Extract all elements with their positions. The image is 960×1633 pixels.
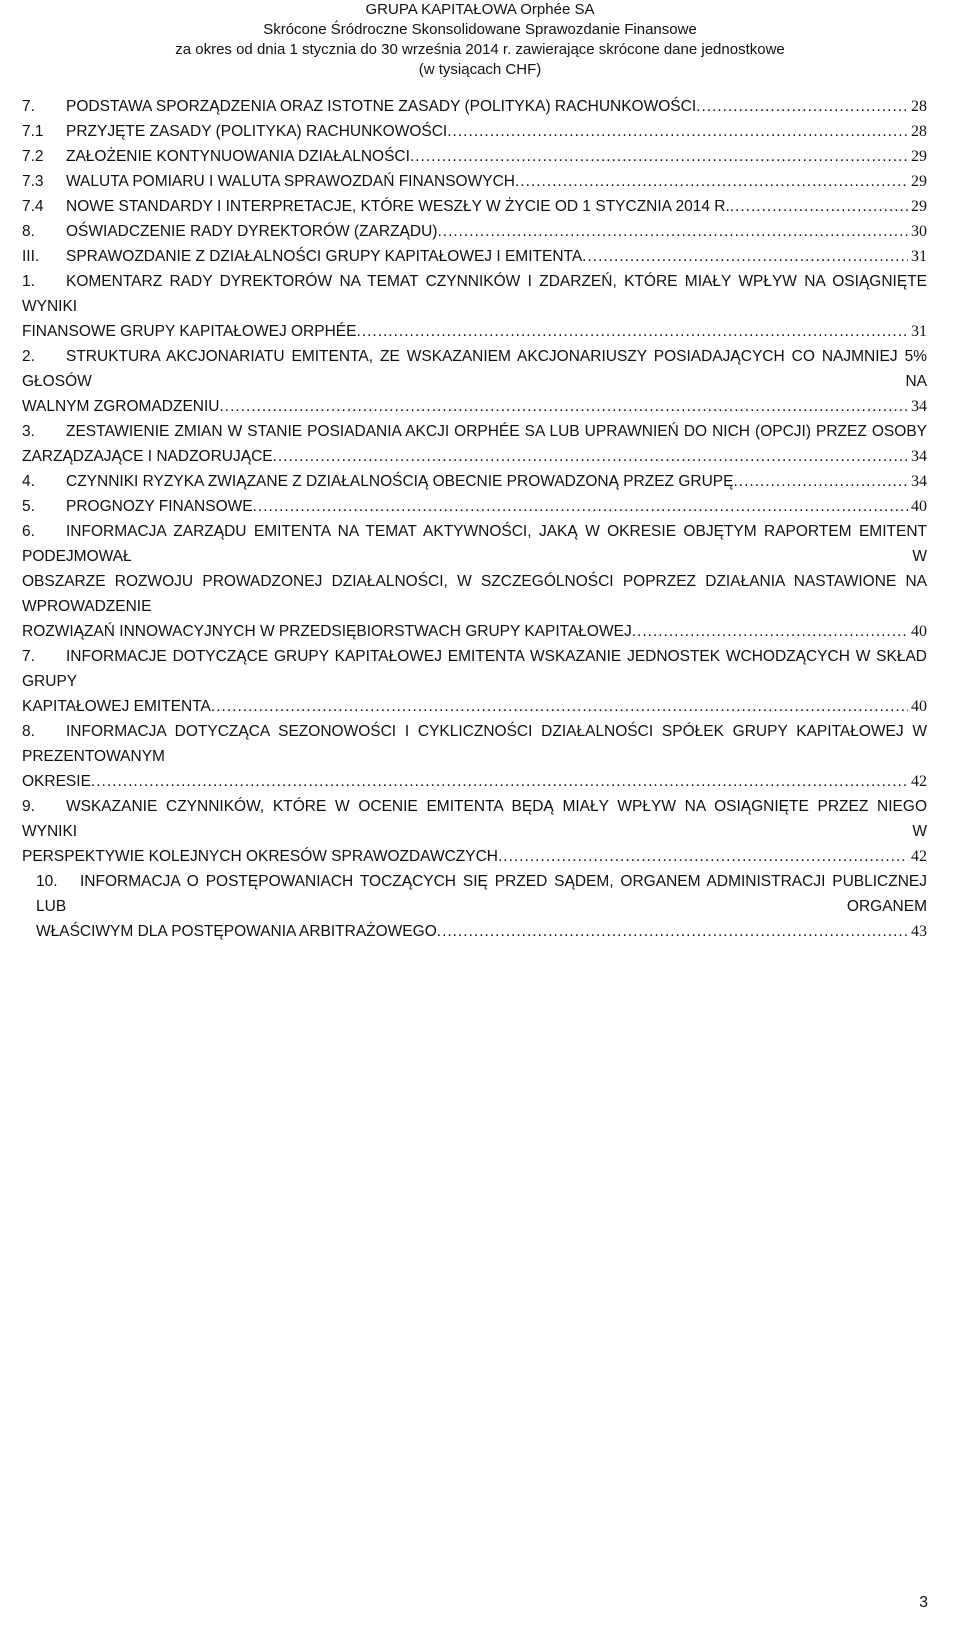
- toc-entry-number: 7.2: [22, 148, 44, 165]
- toc-entry-title: KAPITAŁOWEJ EMITENTA: [22, 698, 211, 715]
- toc-entry[interactable]: [22, 169, 927, 194]
- toc-entry-number: 7.1: [22, 123, 44, 140]
- toc-entry[interactable]: [22, 519, 927, 644]
- toc-entry[interactable]: [22, 719, 927, 794]
- document-header: [0, 0, 960, 80]
- toc-entry[interactable]: [22, 144, 927, 169]
- toc-entry-page: 40: [911, 698, 927, 715]
- toc-entry-number: 7.: [22, 648, 35, 665]
- toc-entry-title: OŚWIADCZENIE RADY DYREKTORÓW (ZARZĄDU): [66, 223, 438, 240]
- dot-leader: [253, 494, 908, 519]
- dot-leader: [437, 919, 908, 944]
- toc-entry-page: 28: [911, 123, 927, 140]
- toc-entry-title: SPRAWOZDANIE Z DZIAŁALNOŚCI GRUPY KAPITAŁOWEJ I EMITENTA: [66, 248, 583, 265]
- toc-entry-number: 7.: [22, 98, 35, 115]
- dot-leader: [632, 619, 908, 644]
- header-currency: (w tysiącach CHF): [418, 61, 542, 78]
- toc-entry-page: 42: [911, 773, 927, 790]
- dot-leader: [437, 219, 908, 244]
- toc-entry-number: 8.: [22, 723, 35, 740]
- toc-entry[interactable]: [22, 869, 927, 944]
- toc-entry-page: 29: [911, 148, 927, 165]
- table-of-contents: [22, 94, 927, 944]
- toc-entry-title: INFORMACJE DOTYCZĄCE GRUPY KAPITAŁOWEJ EMITENTA WSKAZANIE JEDNOSTEK WCHODZĄCYCH W SKŁAD GRUPY: [22, 648, 927, 690]
- toc-entry[interactable]: [22, 94, 927, 119]
- toc-entry[interactable]: [22, 494, 927, 519]
- toc-entry-title: CZYNNIKI RYZYKA ZWIĄZANE Z DZIAŁALNOŚCIĄ OBECNIE PROWADZONĄ PRZEZ GRUPĘ: [66, 473, 734, 490]
- toc-entry-page: 29: [911, 173, 927, 190]
- toc-entry-title: STRUKTURA AKCJONARIATU EMITENTA, ZE WSKAZANIEM AKCJONARIUSZY POSIADAJĄCYCH CO NAJMNIEJ 5% GŁOSÓW NA: [22, 348, 927, 390]
- toc-entry[interactable]: [22, 269, 927, 344]
- dot-leader: [211, 694, 908, 719]
- toc-entry[interactable]: [22, 219, 927, 244]
- dot-leader: [515, 169, 908, 194]
- toc-entry-title: INFORMACJA DOTYCZĄCA SEZONOWOŚCI I CYKLICZNOŚCI DZIAŁALNOŚCI SPÓŁEK GRUPY KAPITAŁOWEJ W PREZENTOWANYM: [22, 723, 927, 765]
- toc-entry-title: KOMENTARZ RADY DYREKTORÓW NA TEMAT CZYNNIKÓW I ZDARZEŃ, KTÓRE MIAŁY WPŁYW NA OSIĄGNIĘTE WYNIKI: [22, 273, 927, 315]
- page-number: 3: [919, 1594, 928, 1611]
- toc-entry-page: 29: [911, 198, 927, 215]
- toc-entry-number: 6.: [22, 523, 35, 540]
- toc-entry[interactable]: [22, 644, 927, 719]
- dot-leader: [696, 94, 908, 119]
- dot-leader: [273, 444, 908, 469]
- toc-entry-number: 8.: [22, 223, 35, 240]
- toc-entry[interactable]: [22, 194, 927, 219]
- toc-entry[interactable]: [22, 244, 927, 269]
- toc-entry-title: ZAŁOŻENIE KONTYNUOWANIA DZIAŁALNOŚCI: [66, 148, 410, 165]
- toc-entry-title: ZARZĄDZAJĄCE I NADZORUJĄCE: [22, 448, 273, 465]
- toc-entry-number: 7.4: [22, 198, 44, 215]
- toc-entry-title: ZESTAWIENIE ZMIAN W STANIE POSIADANIA AKCJI ORPHÉE SA LUB UPRAWNIEŃ DO NICH (OPCJI) PRZEZ OSOBY: [66, 423, 927, 440]
- dot-leader: [447, 119, 908, 144]
- toc-entry[interactable]: [22, 119, 927, 144]
- toc-entry-number: 9.: [22, 798, 35, 815]
- toc-entry-title: INFORMACJA O POSTĘPOWANIACH TOCZĄCYCH SIĘ PRZED SĄDEM, ORGANEM ADMINISTRACJI PUBLICZNEJ LUB ORGANEM: [36, 873, 927, 915]
- dot-leader: [356, 319, 908, 344]
- toc-entry-number: 10.: [36, 873, 58, 890]
- dot-leader: [219, 394, 908, 419]
- toc-entry-page: 28: [911, 98, 927, 115]
- header-company: GRUPA KAPITAŁOWA Orphée SA: [365, 1, 595, 18]
- header-report-title: Skrócone Śródroczne Skonsolidowane Sprawozdanie Finansowe: [263, 21, 697, 38]
- toc-entry-number: III.: [22, 248, 40, 265]
- toc-entry-number: 4.: [22, 473, 35, 490]
- toc-entry-title: OKRESIE: [22, 773, 91, 790]
- toc-entry-title: PERSPEKTYWIE KOLEJNYCH OKRESÓW SPRAWOZDAWCZYCH: [22, 848, 498, 865]
- toc-entry-page: 34: [911, 398, 927, 415]
- header-period: za okres od dnia 1 stycznia do 30 września 2014 r. zawierające skrócone dane jednostkowe: [175, 41, 785, 58]
- toc-entry-number: 7.3: [22, 173, 44, 190]
- toc-entry-number: 2.: [22, 348, 35, 365]
- toc-entry-page: 34: [911, 473, 927, 490]
- toc-entry-title: PRZYJĘTE ZASADY (POLITYKA) RACHUNKOWOŚCI: [66, 123, 448, 140]
- toc-entry-number: 1.: [22, 273, 35, 290]
- toc-entry-page: 43: [911, 923, 927, 940]
- toc-entry-page: 30: [911, 223, 927, 240]
- toc-entry[interactable]: [22, 469, 927, 494]
- toc-entry-title: OBSZARZE ROZWOJU PROWADZONEJ DZIAŁALNOŚCI, W SZCZEGÓLNOŚCI POPRZEZ DZIAŁANIA NASTAWIONE NA WPROWADZENIE: [22, 573, 927, 615]
- toc-entry-page: 40: [911, 498, 927, 515]
- dot-leader: [91, 769, 908, 794]
- toc-entry-title: FINANSOWE GRUPY KAPITAŁOWEJ ORPHÉE: [22, 323, 357, 340]
- toc-entry-title: WALNYM ZGROMADZENIU: [22, 398, 220, 415]
- toc-entry-page: 31: [911, 248, 927, 265]
- toc-entry[interactable]: [22, 344, 927, 419]
- toc-entry-number: 5.: [22, 498, 35, 515]
- toc-entry-title: PODSTAWA SPORZĄDZENIA ORAZ ISTOTNE ZASADY (POLITYKA) RACHUNKOWOŚCI: [66, 98, 697, 115]
- toc-entry-title: PROGNOZY FINANSOWE: [66, 498, 253, 515]
- dot-leader: [733, 469, 908, 494]
- toc-entry-title: WŁAŚCIWYM DLA POSTĘPOWANIA ARBITRAŻOWEGO: [36, 923, 437, 940]
- dot-leader: [498, 844, 908, 869]
- toc-entry-title: ROZWIĄZAŃ INNOWACYJNYCH W PRZEDSIĘBIORSTWACH GRUPY KAPITAŁOWEJ: [22, 623, 632, 640]
- toc-entry-page: 31: [911, 323, 927, 340]
- dot-leader: [730, 194, 908, 219]
- toc-entry-title: NOWE STANDARDY I INTERPRETACJE, KTÓRE WESZŁY W ŻYCIE OD 1 STYCZNIA 2014 R.: [66, 198, 730, 215]
- toc-entry-number: 3.: [22, 423, 35, 440]
- toc-entry-title: WALUTA POMIARU I WALUTA SPRAWOZDAŃ FINANSOWYCH: [66, 173, 515, 190]
- toc-entry-page: 40: [911, 623, 927, 640]
- toc-entry[interactable]: [22, 794, 927, 869]
- toc-entry-page: 42: [911, 848, 927, 865]
- dot-leader: [582, 244, 908, 269]
- toc-entry-title: INFORMACJA ZARZĄDU EMITENTA NA TEMAT AKTYWNOŚCI, JAKĄ W OKRESIE OBJĘTYM RAPORTEM EMITENT PODEJMOWAŁ W: [22, 523, 927, 565]
- toc-entry-title: WSKAZANIE CZYNNIKÓW, KTÓRE W OCENIE EMITENTA BĘDĄ MIAŁY WPŁYW NA OSIĄGNIĘTE PRZEZ NIEGO WYNIKI W: [22, 798, 927, 840]
- dot-leader: [410, 144, 908, 169]
- toc-entry[interactable]: [22, 419, 927, 469]
- toc-entry-page: 34: [911, 448, 927, 465]
